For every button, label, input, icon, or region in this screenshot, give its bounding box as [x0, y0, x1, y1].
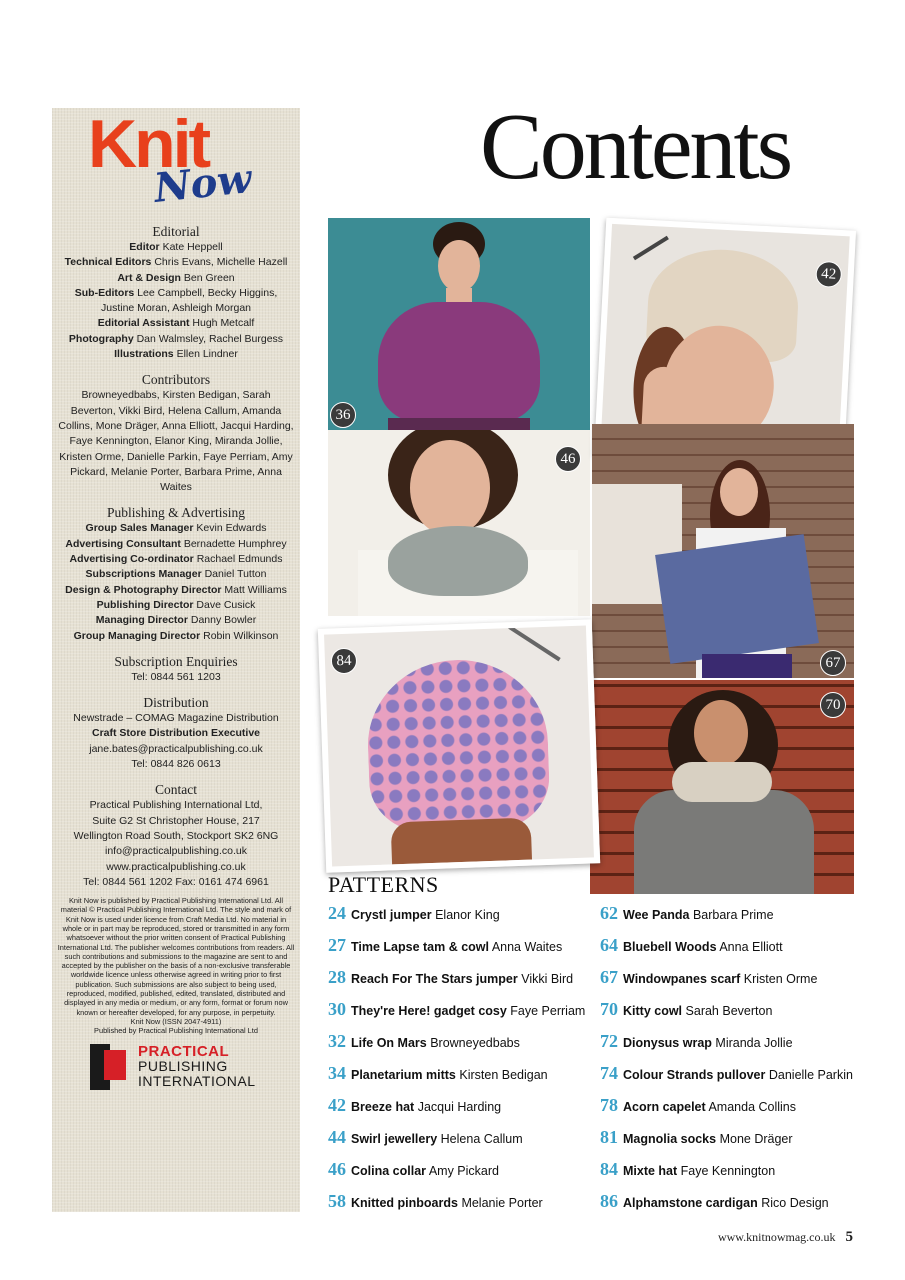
pattern-item[interactable]: 32 Life On Mars Browneyedbabs: [328, 1031, 520, 1051]
credit-line: Art & Design Ben Green: [117, 271, 235, 284]
pattern-item[interactable]: 24 Crystl jumper Elanor King: [328, 903, 500, 923]
photo-mixte-hat: [318, 619, 600, 872]
credit-line: Advertising Consultant Bernadette Humphrey: [65, 537, 287, 550]
pattern-item[interactable]: 44 Swirl jewellery Helena Callum: [328, 1127, 523, 1147]
credit-line: Advertising Co-ordinator Rachael Edmunds: [69, 553, 283, 566]
page-badge: 46: [555, 446, 581, 472]
pattern-item[interactable]: 70 Kitty cowl Sarah Beverton: [600, 999, 773, 1019]
practical-publishing-logo: [52, 1038, 300, 1098]
subscription-heading: Subscription Enquiries: [114, 653, 238, 669]
legal-notice: [52, 896, 300, 1035]
pattern-item[interactable]: 34 Planetarium mitts Kirsten Bedigan: [328, 1063, 548, 1083]
logo-now-text: Now: [151, 155, 254, 212]
distribution-tel: Tel: 0844 826 0613: [131, 758, 221, 771]
page-number: 5: [845, 1229, 853, 1245]
pp-logo-text: PRACTICAL PUBLISHING INTERNATIONAL: [138, 1042, 256, 1089]
pattern-item[interactable]: 72 Dionysus wrap Miranda Jollie: [600, 1031, 793, 1051]
pattern-item[interactable]: 42 Breeze hat Jacqui Harding: [328, 1095, 502, 1115]
publishing-credits: [52, 521, 300, 643]
logo-knit-text: Knit: [88, 106, 209, 182]
pp-mark-icon: [90, 1044, 132, 1090]
credit-line: Group Sales Manager Kevin Edwards: [85, 522, 267, 535]
contact-line: info@practicalpublishing.co.uk: [105, 845, 247, 858]
pattern-item[interactable]: 86 Alphamstone cardigan Rico Design: [600, 1191, 829, 1211]
published-by-line: Published by Practical Publishing International Ltd: [94, 1026, 258, 1036]
credit-line: Editor Kate Heppell: [129, 241, 223, 253]
contributors-list: Browneyedbabs, Kirsten Bedigan, Sarah Beverton, Vikki Bird, Helena Callum, Amanda Collins, Mone Dräger, Anna Elliott, Jacqui Harding, Faye Kennington, Elanor King, Miranda Jollie, Kristen Orme, Danielle Parkin, Faye Perriam, Amy Pickard, Melanie Porter, Barbara Prime, Anna Waites: [58, 389, 294, 494]
page-badge: 67: [820, 650, 846, 676]
page-badge: 84: [331, 648, 358, 675]
distribution-info: [52, 711, 300, 772]
patterns-list-left: [328, 900, 585, 1220]
footer-url[interactable]: www.knitnowmag.co.uk: [717, 1230, 836, 1244]
distribution-email: jane.bates@practicalpublishing.co.uk: [89, 742, 263, 755]
distribution-line: Newstrade – COMAG Magazine Distribution: [73, 712, 279, 725]
patterns-heading: PATTERNS: [328, 872, 439, 897]
credit-line: Editorial Assistant Hugh Metcalf: [97, 317, 255, 330]
pattern-item[interactable]: 78 Acorn capelet Amanda Collins: [600, 1095, 797, 1115]
page-badge: 42: [815, 261, 842, 288]
credit-line: Photography Dan Walmsley, Rachel Burgess: [68, 332, 284, 345]
pattern-item[interactable]: 64 Bluebell Woods Anna Elliott: [600, 935, 783, 955]
contact-info: [52, 798, 300, 890]
page-title: Contents: [480, 95, 791, 199]
contact-line: Suite G2 St Christopher House, 217: [92, 814, 260, 827]
patterns-list-right: [600, 900, 853, 1220]
credit-line: Publishing Director Dave Cusick: [96, 598, 256, 611]
editorial-heading: Editorial: [152, 224, 200, 239]
publishing-heading: Publishing & Advertising: [106, 505, 245, 521]
pattern-item[interactable]: 28 Reach For The Stars jumper Vikki Bird: [328, 967, 574, 987]
contact-line: Tel: 0844 561 1202 Fax: 0161 474 6961: [83, 875, 269, 888]
pattern-item[interactable]: 27 Time Lapse tam & cowl Anna Waites: [328, 935, 563, 955]
contact-line: www.practicalpublishing.co.uk: [106, 860, 246, 873]
distribution-role: Craft Store Distribution Executive: [91, 727, 261, 740]
pattern-item[interactable]: 30 They're Here! gadget cosy Faye Perriam: [328, 999, 586, 1019]
page-badge: 70: [820, 692, 846, 718]
pattern-item[interactable]: 62 Wee Panda Barbara Prime: [600, 903, 774, 923]
pattern-item[interactable]: 46 Colina collar Amy Pickard: [328, 1159, 499, 1179]
photo-purple-capelet: [328, 218, 590, 430]
contributors-heading: Contributors: [141, 372, 211, 388]
distribution-heading: Distribution: [143, 695, 209, 711]
editorial-credits: [52, 240, 300, 362]
knit-now-logo: [52, 108, 300, 218]
photo-windowpanes-scarf: [592, 424, 854, 678]
pattern-item[interactable]: 74 Colour Strands pullover Danielle Parkin: [600, 1063, 853, 1083]
contact-line: Practical Publishing International Ltd,: [89, 799, 263, 812]
photo-kitty-cowl: [590, 680, 854, 894]
subscription-tel: Tel: 0844 561 1203: [131, 670, 221, 683]
pattern-item[interactable]: 81 Magnolia socks Mone Dräger: [600, 1127, 793, 1147]
credit-line: Technical Editors Chris Evans, Michelle Hazell: [64, 256, 288, 269]
credit-line: Managing Director Danny Bowler: [95, 614, 257, 627]
credit-line: Design & Photography Director Matt Williams: [65, 583, 287, 596]
masthead-sidebar: [52, 108, 300, 1212]
credit-line: Subscriptions Manager Daniel Tutton: [85, 568, 267, 581]
credit-line: Illustrations Ellen Lindner: [114, 348, 238, 361]
contact-heading: Contact: [155, 782, 197, 798]
contact-line: Wellington Road South, Stockport SK2 6NG: [73, 829, 279, 842]
credit-line: Group Managing Director Robin Wilkinson: [73, 629, 279, 642]
legal-text: Knit Now is published by Practical Publishing International Ltd. All material © Practical Publishing International Ltd. The style and mark of Knit Now is used under licence from Craft Media Ltd. No material in whole or in part may be reproduced, stored or transmitted in any form whatsoever without the prior written consent of Practical Publishing International Ltd. The publisher welcomes contributions from readers. All such contributions and submissions to the magazine are sent to and accepted by the publisher on the basis of a non-exclusive transferable worldwide licence unless otherwise agreed in writing prior to first publication. Such submissions are also subject to being used, reproduced, modified, published, edited, translated, distributed and displayed in any media or medium, or any form, format or forum now known or hereafter developed, for any purpose, in perpetuity.: [57, 896, 295, 1017]
photo-grey-collar: [328, 430, 590, 616]
page-footer: [718, 1229, 853, 1246]
credit-line: Sub-Editors Lee Campbell, Becky Higgins, Justine Moran, Ashleigh Morgan: [74, 286, 278, 315]
pattern-item[interactable]: 58 Knitted pinboards Melanie Porter: [328, 1191, 543, 1211]
issn-line: Knit Now (ISSN 2047-4911): [130, 1016, 222, 1026]
page-badge: 36: [330, 402, 356, 428]
pattern-item[interactable]: 67 Windowpanes scarf Kristen Orme: [600, 967, 818, 987]
pattern-item[interactable]: 84 Mixte hat Faye Kennington: [600, 1159, 776, 1179]
